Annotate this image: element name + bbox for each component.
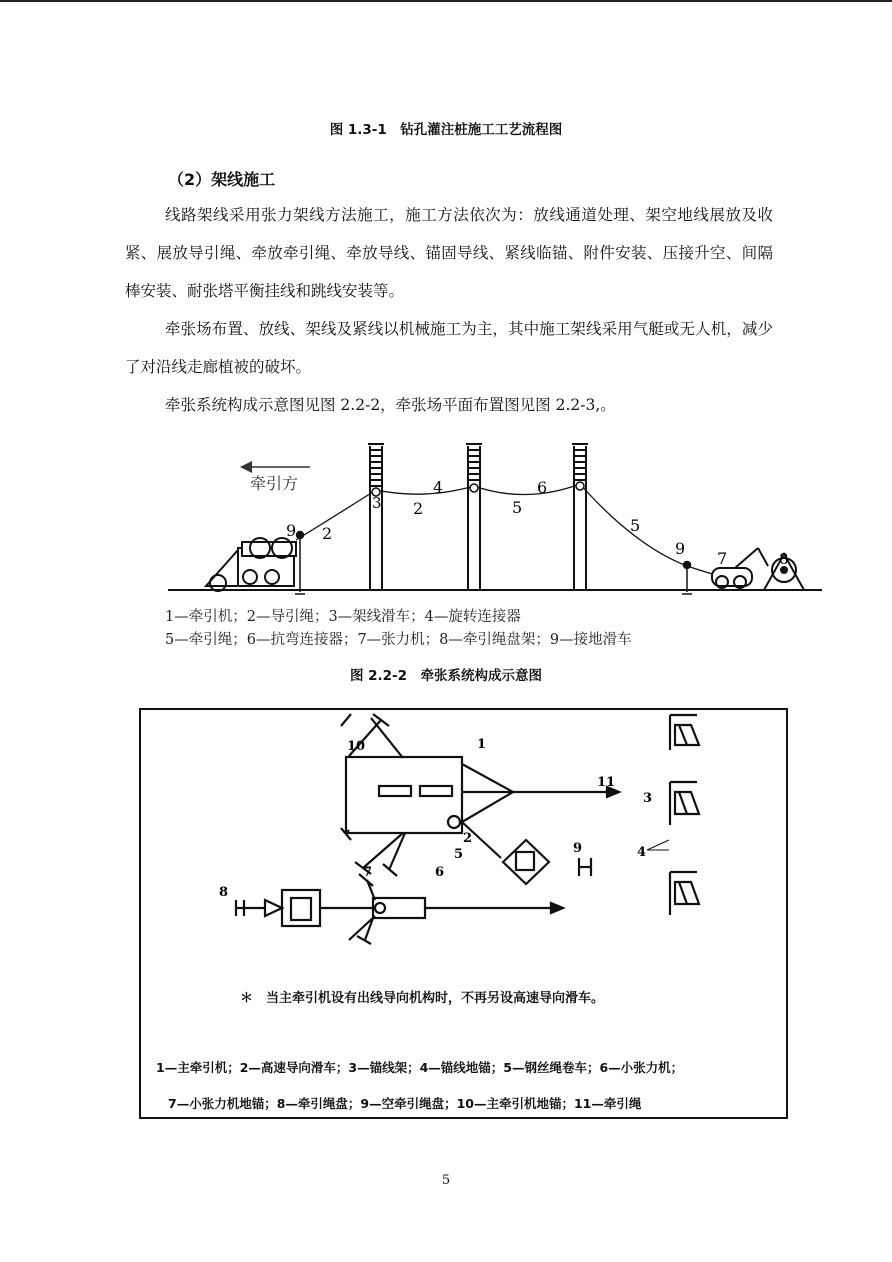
rope-lines xyxy=(296,484,726,578)
top-rule xyxy=(0,0,892,2)
tower-3 xyxy=(572,444,588,590)
fig3-label-3: 3 xyxy=(643,791,653,806)
fig3-label-1: 1 xyxy=(477,737,487,752)
empty-reel xyxy=(579,858,591,876)
anchor-rack-top xyxy=(670,715,699,750)
fig3-label-5: 5 xyxy=(454,847,464,862)
label-9-right: 9 xyxy=(675,539,686,558)
stringing-block-2 xyxy=(470,484,478,492)
label-8: 8 xyxy=(779,550,789,568)
label-2-mid: 2 xyxy=(413,499,424,518)
fig3-legend-line-1: 1—主牵引机；2—高速导向滑车；3—锚线架；4—锚线地锚；5—钢丝绳卷车；6—小张力机； xyxy=(156,1060,684,1075)
tower-2 xyxy=(466,444,482,590)
fig3-label-11: 11 xyxy=(597,775,616,790)
fig3-label-10: 10 xyxy=(347,739,366,754)
fig3-label-6: 6 xyxy=(435,865,445,880)
fig2-legend-line-1: 1—牵引机；2—导引绳；3—架线滑车；4—旋转连接器 xyxy=(165,609,521,625)
fig3-label-8: 8 xyxy=(219,885,229,900)
puller-machine xyxy=(206,538,296,591)
label-5-mid: 5 xyxy=(512,498,523,517)
figure-caption-2-2-2: 图 2.2-2 牵张系统构成示意图 xyxy=(349,668,543,684)
figure-caption-1-3-1: 图 1.3-1 钻孔灌注桩施工工艺流程图 xyxy=(329,122,563,138)
page-number: 5 xyxy=(441,1173,451,1188)
fig3-label-7: 7 xyxy=(363,865,373,880)
fig2-legend-line-2: 5—牵引绳；6—抗弯连接器；7—张力机；8—牵引绳盘架；9—接地滑车 xyxy=(165,632,632,648)
fig3-note: ＊ 当主牵引机设有出线导向机构时，不再另设高速导向滑车。 xyxy=(240,991,605,1006)
wire-rope-reel xyxy=(503,840,549,884)
label-5-right: 5 xyxy=(630,516,641,535)
fig3-label-9: 9 xyxy=(573,841,583,856)
label-3: 3 xyxy=(372,494,382,512)
label-9-left: 9 xyxy=(286,521,297,540)
fig3-label-2: 2 xyxy=(463,831,473,846)
label-6: 6 xyxy=(537,478,548,497)
grounding-pulley-left xyxy=(295,532,305,595)
paragraph-mechanical: 牵张场布置、放线、架线及紧线以机械施工为主，其中施工架线采用气艇或无人机，减少了对沿线走廊植被的破坏。 xyxy=(125,320,773,376)
paragraph-method: 线路架线采用张力架线方法施工，施工方法依次为：放线通道处理、架空地线展放及收紧、展放导引绳、牵放牵引绳、牵放导线、锚固导线、紧线临锚、附件安装、压接升空、间隔棒安装、耐张塔平衡挂线和跳线安装等。 xyxy=(125,206,773,300)
pull-direction-label: 牵引方 xyxy=(250,474,299,493)
stringing-block-3 xyxy=(576,482,584,490)
anchor-rack-bottom xyxy=(670,872,699,915)
section-heading: （2）架线施工 xyxy=(168,170,276,189)
tower-1 xyxy=(368,444,384,590)
fig3-label-4: 4 xyxy=(637,845,647,860)
small-tensioner xyxy=(373,898,425,918)
anchor-rack-mid xyxy=(670,782,699,825)
fig3-legend-line-2: 7—小张力机地锚；8—牵引绳盘；9—空牵引绳盘；10—主牵引机地锚；11—牵引绳 xyxy=(168,1096,642,1111)
pull-direction-arrow xyxy=(240,461,310,473)
guide-pulley xyxy=(448,816,460,828)
label-2-left: 2 xyxy=(322,524,333,543)
tension-stringing-system-diagram xyxy=(160,436,830,606)
paragraph-figure-refs: 牵张系统构成示意图见图 2.2-2，牵张场平面布置图见图 2.2-3,。 xyxy=(165,396,616,414)
label-4: 4 xyxy=(433,478,444,497)
stringing-yard-layout-diagram xyxy=(141,710,786,980)
label-7: 7 xyxy=(717,549,728,568)
